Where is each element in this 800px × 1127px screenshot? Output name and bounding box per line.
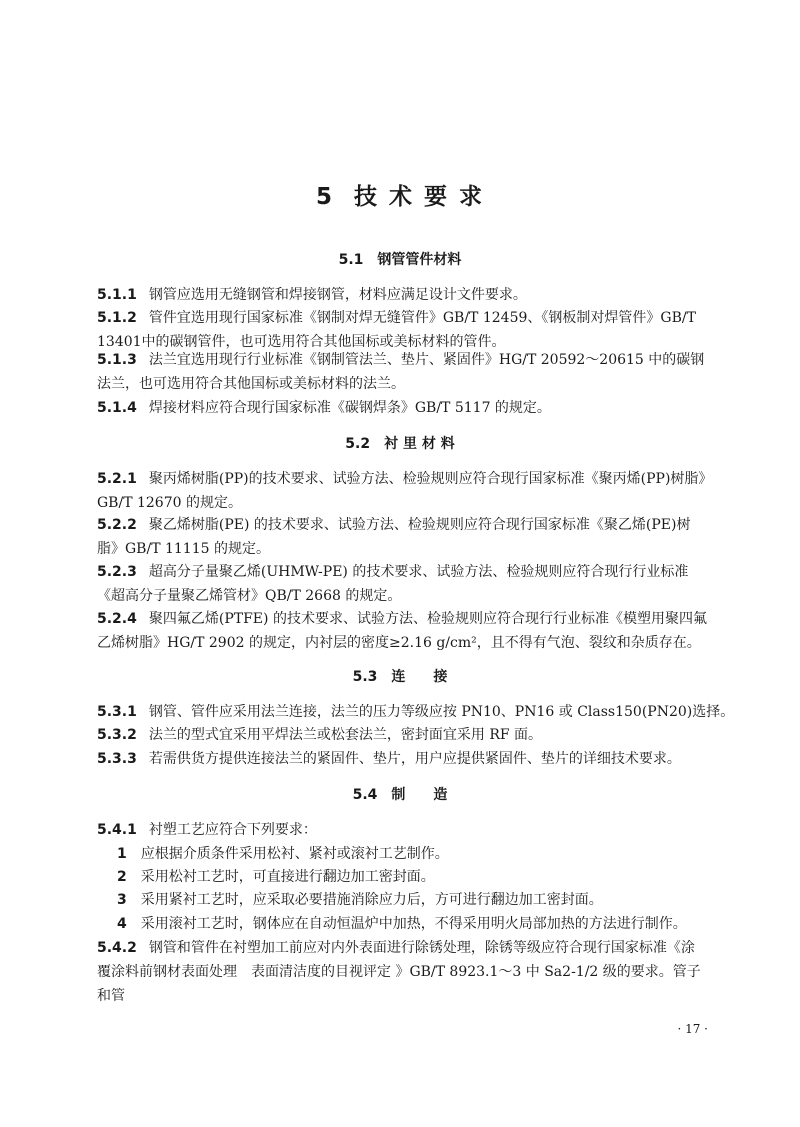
section-title: 连 接	[391, 669, 448, 685]
list-item-text: 采用松衬工艺时，可直接进行翻边加工密封面。	[140, 869, 435, 885]
paragraph-number: 5.1.2	[97, 310, 137, 326]
paragraph-text: 钢管、管件应采用法兰连接，法兰的压力等级应按 PN10、PN16 或 Class150(PN20)选择。	[148, 704, 735, 720]
paragraph-text: 聚乙烯树脂(PE) 的技术要求、试验方法、检验规则应符合现行国家标准《聚乙烯(PE)树脂》GB/T 11115 的规定。	[97, 517, 691, 557]
paragraph-number: 5.2.1	[97, 471, 137, 487]
section-heading	[0, 433, 800, 453]
paragraph-number: 5.3.2	[97, 727, 137, 743]
section-heading	[0, 784, 800, 804]
paragraph	[97, 560, 707, 608]
paragraph-number: 5.1.4	[97, 400, 137, 416]
list-item-text: 采用滚衬工艺时，钢体应在自动恒温炉中加热，不得采用明火局部加热的方法进行制作。	[140, 916, 687, 932]
paragraph-text: 法兰的型式宜采用平焊法兰或松套法兰，密封面宜采用 RF 面。	[148, 727, 543, 743]
list-item	[117, 842, 707, 866]
paragraph	[97, 818, 707, 842]
list-item	[117, 912, 707, 936]
paragraph-text: 聚丙烯树脂(PP)的技术要求、试验方法、检验规则应符合现行国家标准《聚丙烯(PP)树脂》GB/T 12670 的规定。	[97, 471, 706, 511]
page-number: · 17 ·	[677, 1022, 708, 1036]
section-heading	[0, 249, 800, 269]
paragraph-number: 5.4.1	[97, 822, 137, 838]
paragraph-number: 5.1.1	[97, 287, 137, 303]
section-title: 钢管管件材料	[377, 252, 462, 268]
paragraph-number: 5.3.3	[97, 751, 137, 767]
section-number: 5.2	[345, 436, 371, 452]
paragraph-text: 管件宜选用现行国家标准《钢制对焊无缝管件》GB/T 12459、《钢板制对焊管件》GB/T 13401中的碳钢管件，也可选用符合其他国标或美标材料的管件。	[97, 310, 696, 350]
list-item-number: 2	[117, 869, 127, 885]
paragraph-number: 5.2.3	[97, 564, 137, 580]
section-title: 制 造	[391, 787, 448, 803]
list-item-text: 应根据介质条件采用松衬、紧衬或滚衬工艺制作。	[140, 846, 449, 862]
paragraph	[97, 306, 707, 354]
section-number: 5.3	[352, 669, 378, 685]
section-title: 衬 里 材 料	[384, 436, 455, 452]
paragraph-number: 5.3.1	[97, 704, 137, 720]
paragraph	[97, 283, 707, 307]
list-item-number: 4	[117, 916, 127, 932]
paragraph-number: 5.4.2	[97, 940, 137, 956]
chapter-heading	[0, 178, 800, 211]
paragraph	[97, 467, 707, 515]
section-number: 5.1	[338, 252, 364, 268]
paragraph	[97, 607, 707, 655]
paragraph-text: 钢管应选用无缝钢管和焊接钢管，材料应满足设计文件要求。	[148, 287, 527, 303]
paragraph-text: 钢管和管件在衬塑加工前应对内外表面进行除锈处理，除锈等级应符合现行国家标准《涂覆涂料前钢材表面处理 表面清洁度的目视评定 》GB/T 8923.1～3 中 Sa2-1/2 级的要求。管子和管	[97, 940, 701, 1004]
paragraph	[97, 723, 707, 747]
chapter-title: 技 术 要 求	[353, 184, 485, 210]
paragraph	[97, 348, 707, 396]
paragraph-text: 超高分子量聚乙烯(UHMW-PE) 的技术要求、试验方法、检验规则应符合现行行业标准《超高分子量聚乙烯管材》QB/T 2668 的规定。	[97, 564, 689, 604]
paragraph-text: 聚四氟乙烯(PTFE) 的技术要求、试验方法、检验规则应符合现行行业标准《模塑用聚四氟乙烯树脂》HG/T 2902 的规定，内衬层的密度≥2.16 g/cm²，且不得有气泡、裂纹和杂质存在。	[97, 611, 707, 651]
paragraph	[97, 747, 707, 771]
list-item	[117, 888, 707, 912]
paragraph	[97, 700, 735, 724]
paragraph-number: 5.1.3	[97, 352, 137, 368]
paragraph-text: 法兰宜选用现行行业标准《钢制管法兰、垫片、紧固件》HG/T 20592～20615 中的碳钢法兰，也可选用符合其他国标或美标材料的法兰。	[97, 352, 705, 392]
list-item-text: 采用紧衬工艺时，应采取必要措施消除应力后，方可进行翻边加工密封面。	[140, 892, 603, 908]
section-heading	[0, 666, 800, 686]
paragraph	[97, 513, 707, 561]
list-item-number: 3	[117, 892, 127, 908]
paragraph-number: 5.2.2	[97, 517, 137, 533]
paragraph	[97, 396, 707, 420]
paragraph-text: 衬塑工艺应符合下列要求：	[148, 822, 317, 838]
paragraph-text: 若需供货方提供连接法兰的紧固件、垫片，用户应提供紧固件、垫片的详细技术要求。	[148, 751, 681, 767]
section-number: 5.4	[352, 787, 378, 803]
paragraph-number: 5.2.4	[97, 611, 137, 627]
chapter-number: 5	[315, 184, 334, 210]
list-item	[117, 865, 707, 889]
list-item-number: 1	[117, 846, 127, 862]
paragraph-text: 焊接材料应符合现行国家标准《碳钢焊条》GB/T 5117 的规定。	[148, 400, 551, 416]
paragraph	[97, 936, 707, 1008]
